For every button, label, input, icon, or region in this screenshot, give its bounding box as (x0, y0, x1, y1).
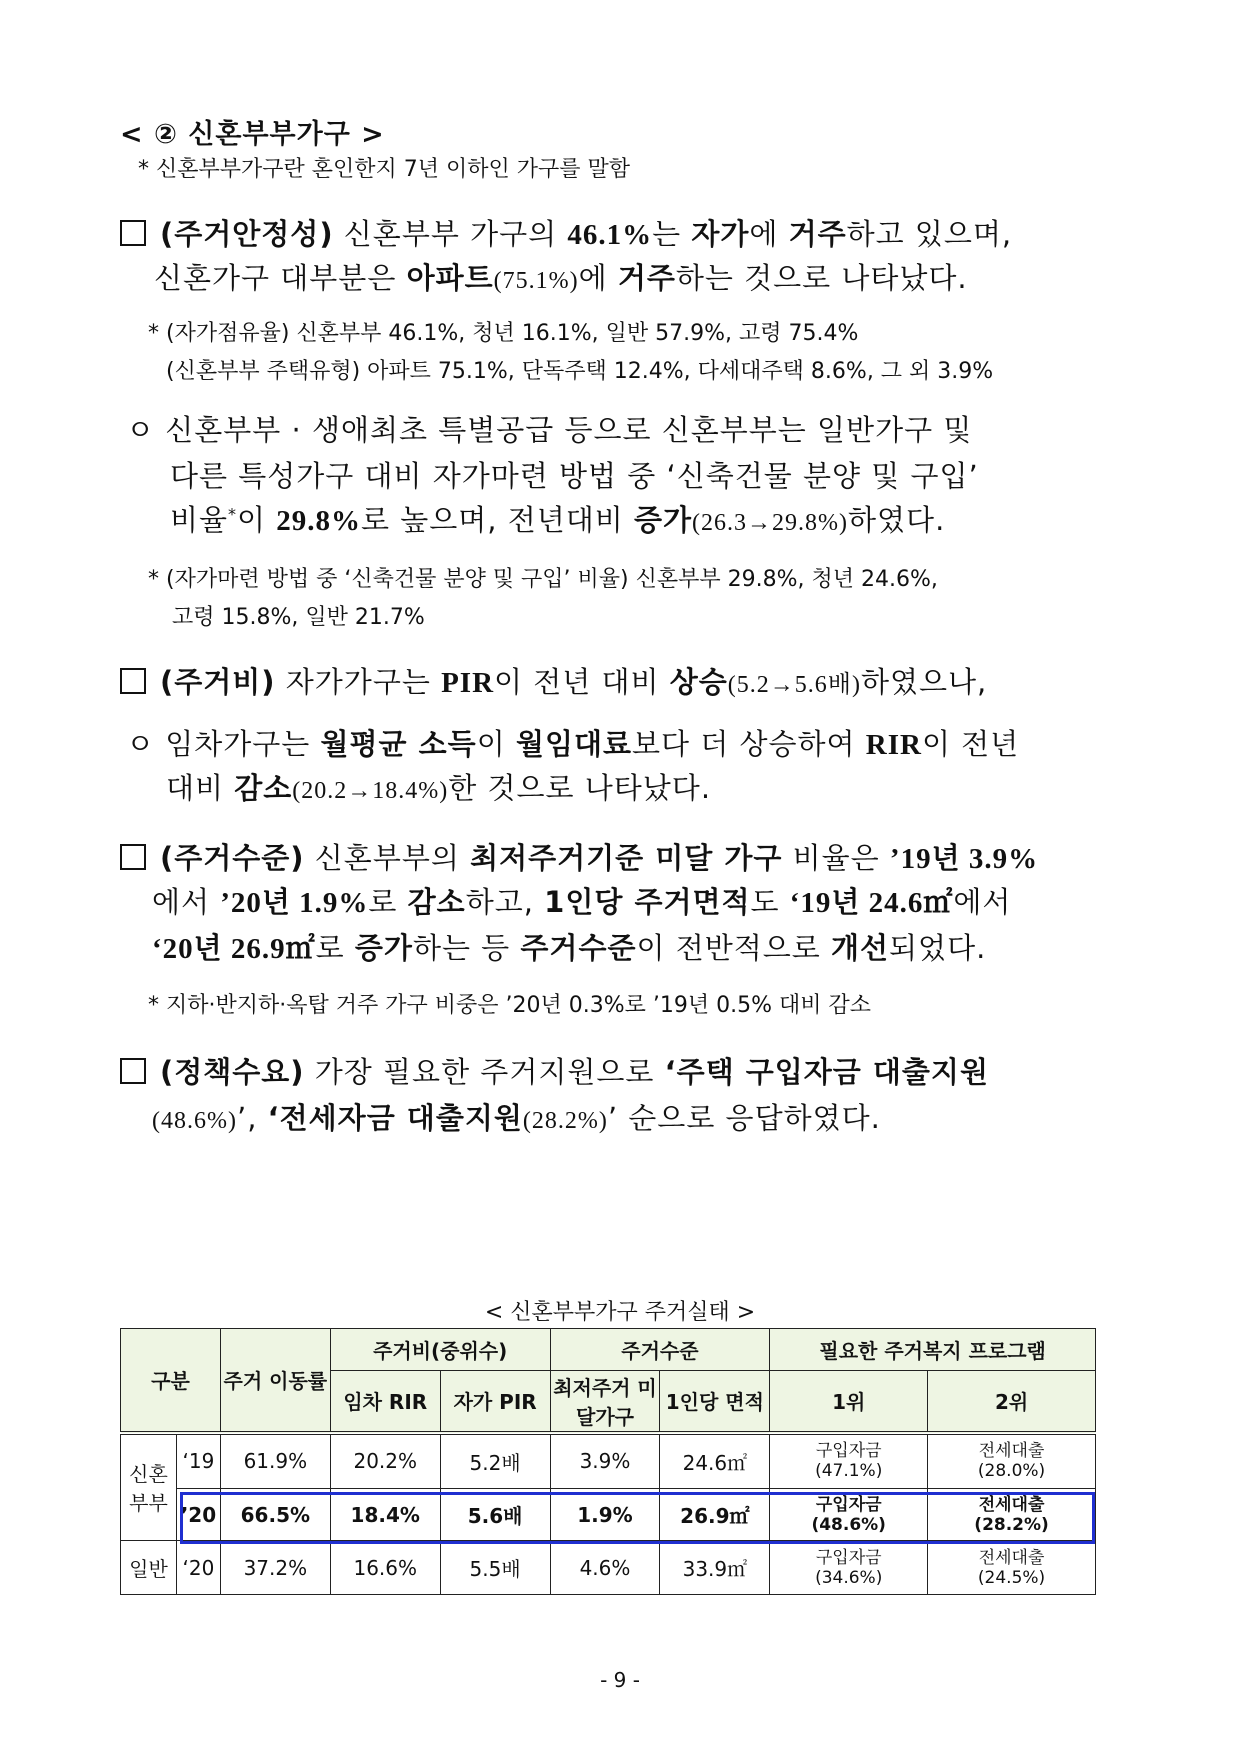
cell-mobility: 37.2% (220, 1541, 330, 1595)
cell-mobility: 61.9% (220, 1433, 330, 1489)
program-label: 전세대출 (978, 1441, 1045, 1462)
s1-note3b: 고령 15.8%, 일반 21.7% (172, 605, 425, 630)
cell-rir: 20.2% (330, 1433, 440, 1489)
text: 거주 (788, 217, 847, 251)
s2-tag: (주거비) (160, 665, 276, 699)
header-substandard: 최저주거 미달가구 (550, 1371, 660, 1433)
text: 월평균 소득 (320, 727, 477, 761)
header-area: 1인당 면적 (660, 1371, 770, 1433)
group-label-general: 일반 (121, 1541, 177, 1595)
s2-line1 (120, 660, 987, 701)
cell-program-rank1 (770, 1541, 928, 1595)
header-category: 구분 (121, 1329, 221, 1433)
value: 29.8% (276, 505, 362, 537)
s1-note3: * (자가마련 방법 중 ‘신축건물 분양 및 구입’ 비율) 신혼부부 29.8%, 청년 24.6%, (148, 567, 938, 592)
text: 로 높으며, 전년대비 (361, 503, 635, 537)
text: 자가가구는 (275, 665, 442, 699)
cell-mobility: 66.5% (220, 1489, 330, 1541)
program-value: (24.5%) (977, 1567, 1046, 1588)
program-label: 구입자금 (815, 1441, 882, 1462)
text: ‘주택 구입자금 대출지원 (664, 1055, 989, 1089)
text: 1인당 주거면적 (544, 885, 751, 919)
table-caption: < 신혼부부가구 주거실태 > (484, 1300, 756, 1325)
text: 하는 것으로 나타났다. (675, 261, 968, 295)
s1-bullet-line1: ㅇ 신혼부부 · 생애최초 특별공급 등으로 신혼부부는 일반가구 및 (126, 413, 973, 447)
table-row (121, 1433, 1096, 1489)
text: 증가 (634, 503, 693, 537)
text: 최저주거기준 미달 가구 (470, 841, 783, 875)
cell-rir: 16.6% (330, 1541, 440, 1595)
s2-bullet-line1 (126, 722, 1019, 763)
cell-substandard: 1.9% (550, 1489, 660, 1541)
text: 에 (578, 261, 618, 295)
text: 에 (749, 217, 789, 251)
text: 도 (750, 885, 790, 919)
program-value: (47.1%) (815, 1461, 883, 1482)
cell-program-rank2 (928, 1489, 1096, 1541)
row-year: ‘19 (176, 1433, 220, 1489)
text: 하고, (465, 885, 545, 919)
text: 하였으나, (860, 665, 988, 699)
page-number: - 9 - (600, 1668, 640, 1692)
value: ‘20년 26.9㎡ (152, 933, 316, 965)
value: (75.1%) (493, 268, 579, 294)
text: 한 것으로 나타났다. (448, 771, 712, 805)
s4-tag: (정책수요) (160, 1055, 305, 1089)
value: (28.2%) (522, 1108, 608, 1134)
cell-area: 26.9㎡ (660, 1489, 770, 1541)
table-row (121, 1541, 1096, 1595)
s3-line3 (152, 926, 986, 967)
text: 이 전년 대비 (494, 665, 670, 699)
text: 가장 필요한 주거지원으로 (304, 1055, 665, 1089)
checkbox-square-icon (120, 1058, 146, 1084)
s4-line2 (152, 1096, 881, 1137)
program-value: (34.6%) (815, 1567, 883, 1588)
checkbox-square-icon (120, 844, 146, 870)
section-heading: < ② 신혼부부가구 > (120, 119, 385, 150)
s3-line1 (120, 836, 1038, 877)
cell-program-rank2 (928, 1541, 1096, 1595)
footnote-mark: * (228, 504, 238, 524)
text: 거주 (617, 261, 676, 295)
value: ’20년 1.9% (220, 887, 369, 919)
text: ㅇ 임차가구는 (126, 727, 321, 761)
text: ‘전세자금 대출지원 (267, 1101, 523, 1135)
program-value: (28.0%) (977, 1461, 1046, 1482)
cell-program-rank2 (928, 1433, 1096, 1489)
s2-bullet-line2 (166, 766, 711, 807)
text: 에서 (953, 885, 1012, 919)
header-program: 필요한 주거복지 프로그램 (770, 1329, 1096, 1371)
text: 개선 (831, 931, 890, 965)
cell-program-rank1 (770, 1489, 928, 1541)
row-year: ’20 (176, 1489, 220, 1541)
housing-status-table (120, 1328, 1096, 1595)
text: 신혼부부 가구의 (333, 217, 568, 251)
value: (5.2→5.6배) (727, 672, 861, 698)
text: 아파트 (406, 261, 494, 295)
s1-bullet-line3 (170, 498, 945, 539)
value: ’19년 3.9% (889, 843, 1039, 875)
text: 로 (315, 931, 355, 965)
cell-pir: 5.2배 (440, 1433, 550, 1489)
cell-area: 33.9㎡ (660, 1541, 770, 1595)
program-label: 전세대출 (978, 1547, 1045, 1568)
text: 주거수준 (520, 931, 637, 965)
text: 이 전년 (921, 727, 1020, 761)
text: 되었다. (889, 931, 987, 965)
header-pir: 자가 PIR (440, 1371, 550, 1433)
definition-note: * 신혼부부가구란 혼인한지 7년 이하인 가구를 말함 (138, 157, 630, 182)
header-rir: 임차 RIR (330, 1371, 440, 1433)
program-value: (48.6%) (811, 1514, 886, 1535)
s1-line2 (154, 256, 968, 297)
cell-pir: 5.6배 (440, 1489, 550, 1541)
header-mobility: 주거 이동률 (220, 1329, 330, 1433)
text: 하는 등 (412, 931, 521, 965)
text: 신혼가구 대부분은 (154, 261, 407, 295)
s4-line1 (120, 1050, 989, 1091)
text: 하고 있으며, (846, 217, 1013, 251)
cell-area: 24.6㎡ (660, 1433, 770, 1489)
text: 에서 (152, 885, 221, 919)
s1-bullet-line2: 다른 특성가구 대비 자가마련 방법 중 ‘신축건물 분양 및 구입’ (170, 459, 979, 493)
value: RIR (865, 729, 922, 761)
text: 감소 (407, 885, 466, 919)
s1-tag: (주거안정성) (160, 217, 334, 251)
text: 월임대료 (515, 727, 632, 761)
text: 이 (476, 727, 516, 761)
program-label: 전세대출 (978, 1494, 1045, 1515)
text: 하였다. (848, 503, 946, 537)
text: 로 (368, 885, 408, 919)
cell-substandard: 4.6% (550, 1541, 660, 1595)
text: 비율은 (782, 841, 890, 875)
text: 보다 더 상승하여 (632, 727, 866, 761)
value: (48.6%) (152, 1108, 237, 1134)
text: 자가 (691, 217, 750, 251)
s3-line2 (152, 880, 1011, 921)
value: ‘19년 24.6㎡ (789, 887, 954, 919)
header-rank1: 1위 (770, 1371, 928, 1433)
s1-note2: (신혼부부 주택유형) 아파트 75.1%, 단독주택 12.4%, 다세대주택 8.6%, 그 외 3.9% (166, 359, 994, 384)
text: 신혼부부의 (304, 841, 471, 875)
text: 이 전반적으로 (636, 931, 832, 965)
s1-note1: * (자가점유율) 신혼부부 46.1%, 청년 16.1%, 일반 57.9%, 고령 75.4% (148, 321, 859, 346)
checkbox-square-icon (120, 668, 146, 694)
s1-line1 (120, 212, 1100, 253)
cell-substandard: 3.9% (550, 1433, 660, 1489)
cell-pir: 5.5배 (440, 1541, 550, 1595)
group-label-newlywed: 신혼 부부 (121, 1433, 177, 1541)
header-rank2: 2위 (928, 1371, 1096, 1433)
s3-note: * 지하·반지하·옥탑 거주 가구 비중은 ’20년 0.3%로 ’19년 0.5% 대비 감소 (148, 993, 871, 1018)
text: 이 (237, 503, 277, 537)
value: 46.1% (567, 219, 653, 251)
table-row-highlighted (121, 1489, 1096, 1541)
text: ’, (236, 1101, 268, 1135)
text: 감소 (234, 771, 293, 805)
program-label: 구입자금 (815, 1547, 882, 1568)
s3-tag: (주거수준) (160, 841, 305, 875)
header-level: 주거수준 (550, 1329, 770, 1371)
cell-program-rank1 (770, 1433, 928, 1489)
text: 대비 (166, 771, 235, 805)
row-year: ‘20 (176, 1541, 220, 1595)
text: ’ 순으로 응답하였다. (607, 1101, 881, 1135)
program-value: (28.2%) (974, 1514, 1049, 1535)
value: (20.2→18.4%) (292, 778, 449, 804)
cell-rir: 18.4% (330, 1489, 440, 1541)
text: 비율 (170, 503, 229, 537)
checkbox-square-icon (120, 220, 146, 246)
header-cost: 주거비(중위수) (330, 1329, 550, 1371)
value: (26.3→29.8%) (692, 510, 849, 536)
program-label: 구입자금 (815, 1494, 882, 1515)
text: 는 (652, 217, 692, 251)
text: 증가 (354, 931, 413, 965)
value: PIR (441, 667, 495, 699)
text: 상승 (669, 665, 728, 699)
